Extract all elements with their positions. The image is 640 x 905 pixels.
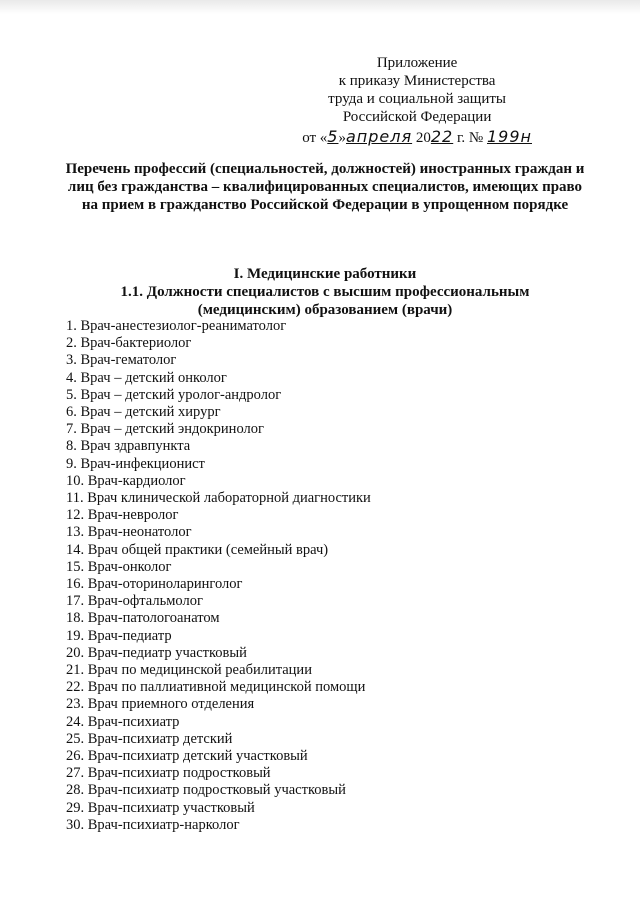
- list-item: 27. Врач-психиатр подростковый: [66, 765, 271, 782]
- list-item: 11. Врач клинической лабораторной диагностики: [66, 490, 371, 507]
- handwritten-year: 22: [430, 127, 454, 146]
- handwritten-month: апреля: [345, 127, 413, 146]
- subsection-heading: 1.1. Должности специалистов с высшим профессиональным (медицинским) образованием (врачи): [120, 284, 530, 318]
- profession-list: [66, 318, 586, 834]
- appendix-label: Приложение: [376, 55, 458, 71]
- document-title: Перечень профессий (специальностей, должностей) иностранных граждан и лиц без гражданства – квалифицированных специалистов, имеющих право на прием в гражданство Российской Федерации в упрощенном порядке: [65, 161, 585, 213]
- list-item: 28. Врач-психиатр подростковый участковый: [66, 782, 346, 799]
- list-item: 13. Врач-неонатолог: [66, 524, 192, 541]
- list-item: 6. Врач – детский хирург: [66, 404, 221, 421]
- section-header: [60, 265, 590, 319]
- list-item: 4. Врач – детский онколог: [66, 369, 227, 386]
- list-item: 30. Врач-психиатр-нарколог: [66, 816, 240, 833]
- list-item: 19. Врач-педиатр: [66, 627, 172, 644]
- date-prefix: от «: [302, 130, 328, 146]
- list-item: 22. Врач по паллиативной медицинской помощи: [66, 679, 366, 696]
- list-item: 12. Врач-невролог: [66, 507, 179, 524]
- list-item: 17. Врач-офтальмолог: [66, 593, 203, 610]
- order-reference: к приказу Министерства: [338, 73, 496, 89]
- list-item: 23. Врач приемного отделения: [66, 696, 255, 713]
- appendix-header: [302, 54, 532, 147]
- list-item: 14. Врач общей практики (семейный врач): [66, 541, 329, 558]
- order-date-line: [302, 128, 532, 147]
- handwritten-day: 5: [327, 127, 339, 146]
- list-item: 15. Врач-онколог: [66, 558, 172, 575]
- list-item: 3. Врач-гематолог: [66, 352, 177, 369]
- list-item: 25. Врач-психиатр детский: [66, 730, 233, 747]
- scan-edge: [0, 0, 640, 14]
- list-item: 24. Врач-психиатр: [66, 713, 180, 730]
- list-item: 5. Врач – детский уролог-андролог: [66, 386, 282, 403]
- year-end: г. №: [453, 130, 487, 146]
- list-item: 10. Врач-кардиолог: [66, 472, 186, 489]
- section-heading: I. Медицинские работники: [233, 266, 417, 282]
- list-item: 21. Врач по медицинской реабилитации: [66, 662, 312, 679]
- list-item: 1. Врач-анестезиолог-реаниматолог: [66, 318, 287, 334]
- federation-name: Российской Федерации: [342, 109, 492, 125]
- list-item: 18. Врач-патологоанатом: [66, 610, 220, 627]
- ministry-name: труда и социальной защиты: [328, 91, 507, 107]
- list-item: 29. Врач-психиатр участковый: [66, 799, 255, 816]
- list-item: 16. Врач-оториноларинголог: [66, 576, 243, 593]
- list-item: 2. Врач-бактериолог: [66, 335, 192, 352]
- list-item: 8. Врач здравпункта: [66, 438, 191, 455]
- list-item: 26. Врач-психиатр детский участковый: [66, 748, 308, 765]
- handwritten-order-number: 199н: [487, 127, 532, 146]
- year-prefix: 20: [412, 130, 431, 146]
- list-item: 20. Врач-педиатр участковый: [66, 644, 247, 661]
- list-item: 9. Врач-инфекционист: [66, 455, 205, 472]
- list-item: 7. Врач – детский эндокринолог: [66, 421, 264, 438]
- date-mid: »: [338, 130, 346, 146]
